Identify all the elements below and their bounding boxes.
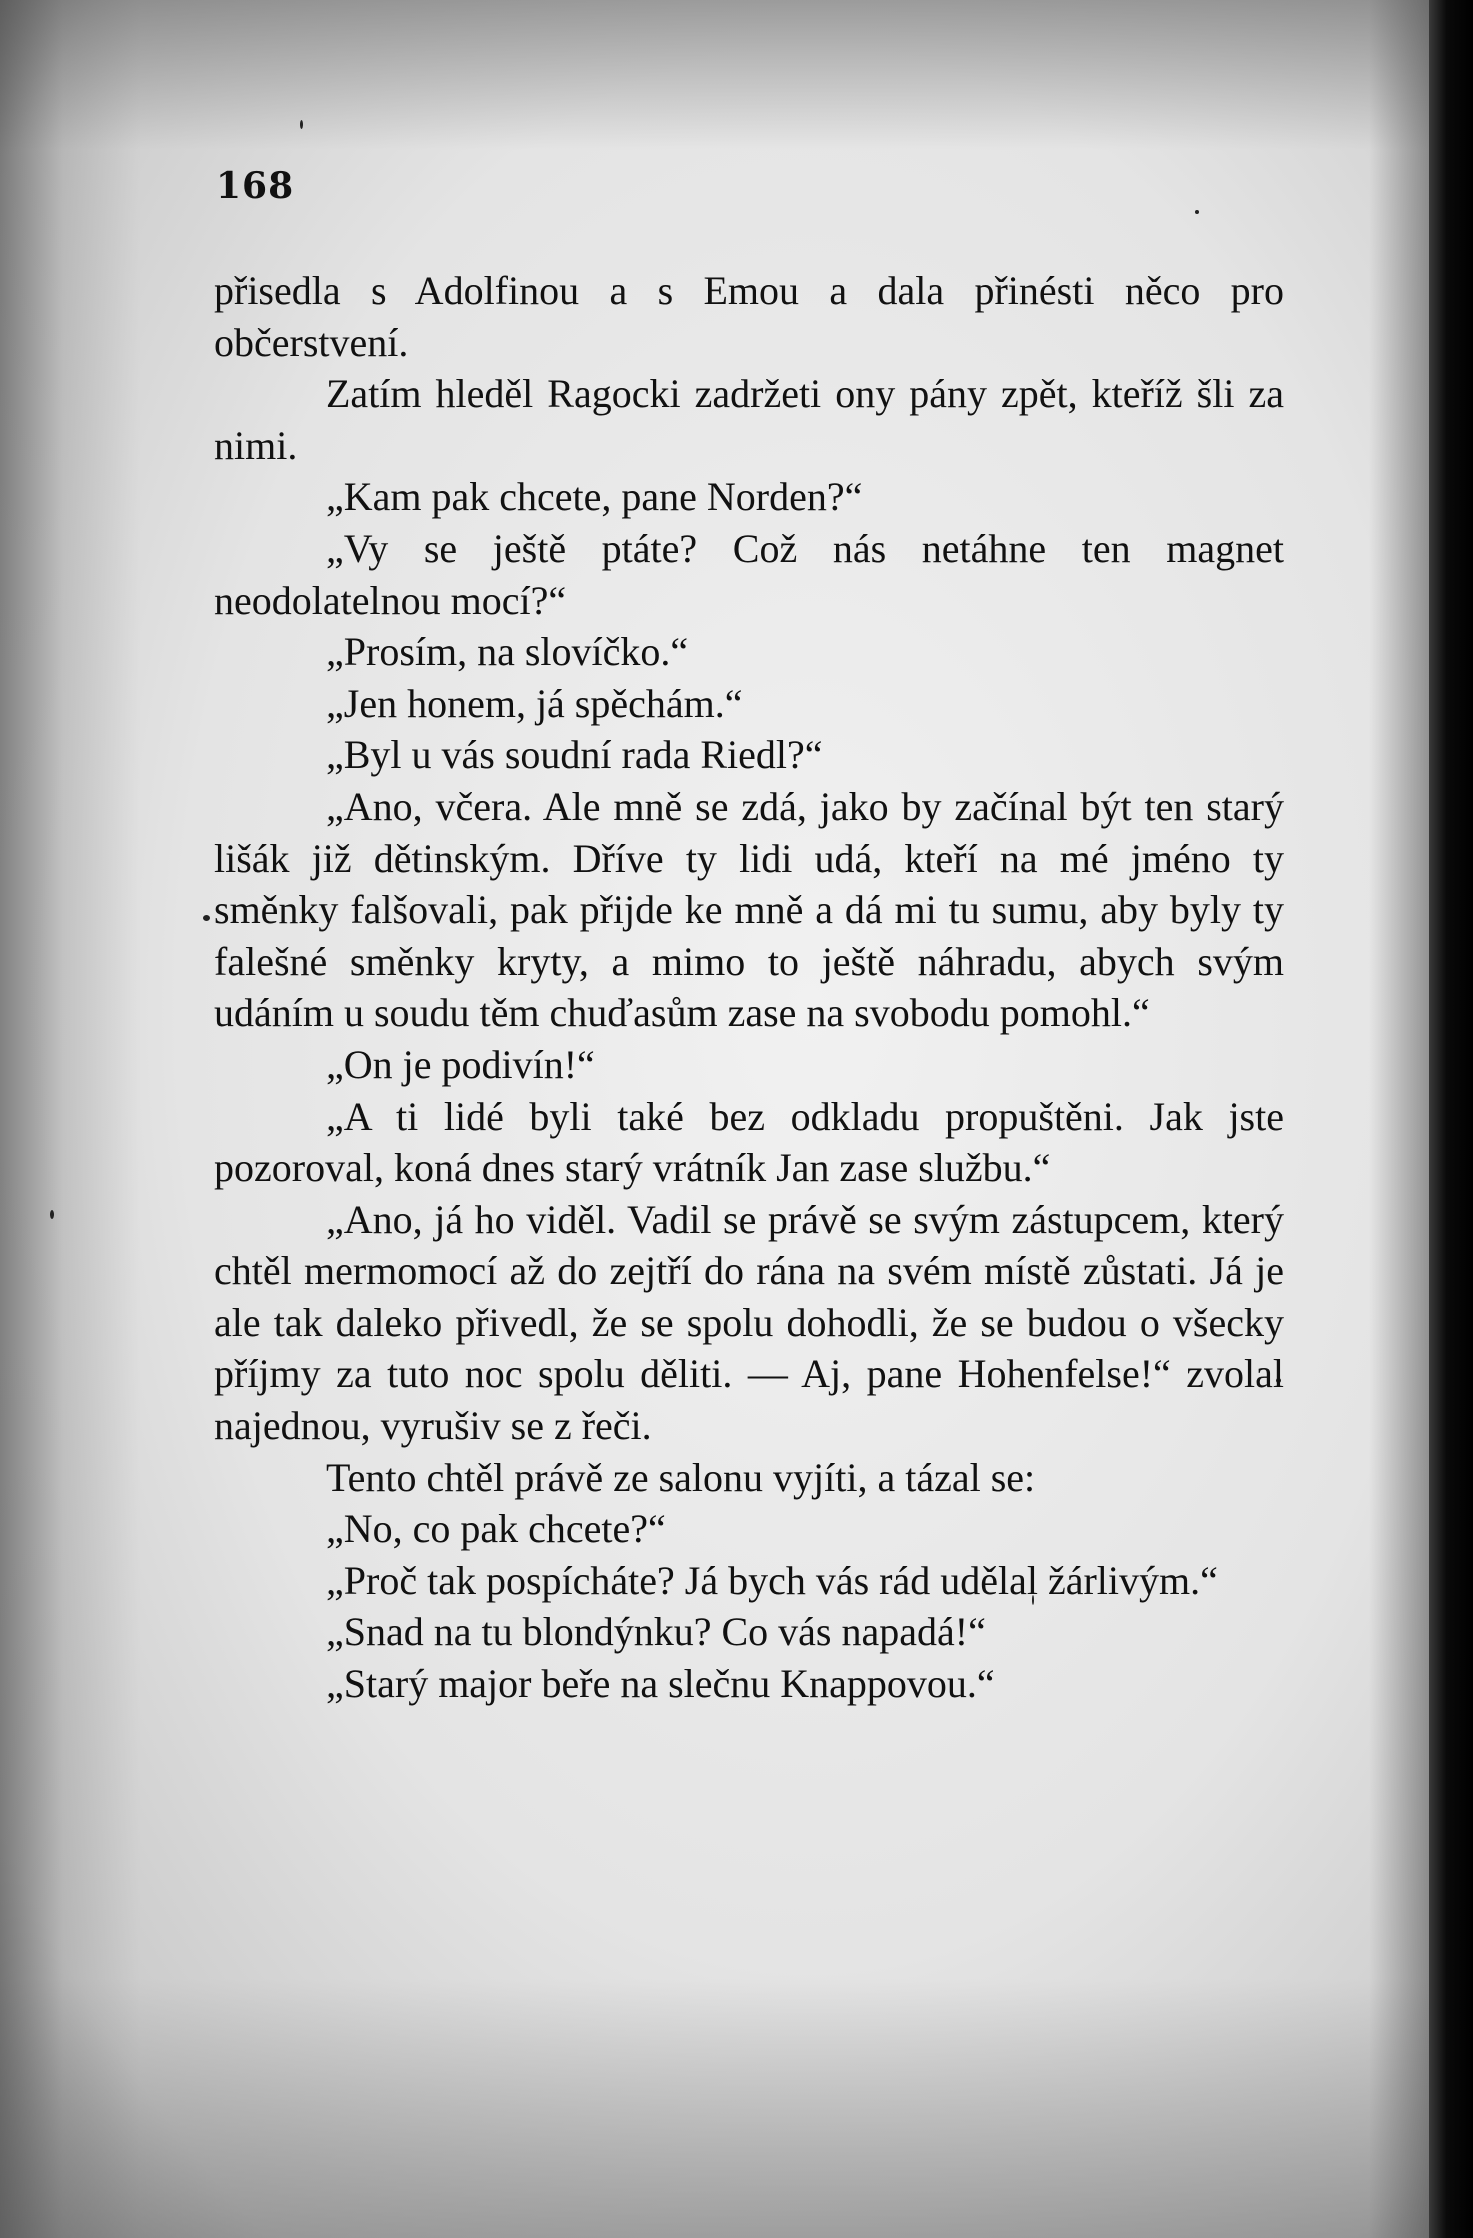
ink-speck [50,1210,54,1219]
right-gutter-shadow [1369,0,1429,2238]
dialogue-line: „No, co pak chcete?“ [326,1506,666,1552]
page-number: 168 [216,165,295,207]
top-page-shadow [0,0,1473,150]
dialogue-line: „Starý major beře na slečnu Knappovou.“ [326,1661,995,1707]
dialogue-line: „Prosím, na slovíčko.“ [326,629,689,675]
bottom-page-shadow [0,1978,1473,2238]
dialogue-line: „Proč tak pospícháte? Já bych vás rád udělal žárlivým.“ [326,1557,1218,1603]
ink-speck [300,120,303,129]
left-page-shadow [0,0,140,2238]
body-text [214,265,1284,1710]
dialogue-line: „A ti lidé byli také bez odkladu propuštěni. Jak jste pozoroval, koná dnes starý vrátník Jan zase službu.“ [214,1093,1284,1191]
paragraph: přisedla s Adolfinou a s Emou a dala přinésti něco pro občerstvení. [214,268,1284,365]
ink-speck [203,915,210,921]
dialogue-line: „Jen honem, já spěchám.“ [326,680,743,726]
ink-speck [1195,210,1199,214]
dialogue-line: „Ano, já ho viděl. Vadil se právě se svým zástupcem, který chtěl mermomocí až do zejtří do rána na svém místě zůstati. Já je ale tak daleko přivedl, že se spolu dohodli, že se budou o všecky příjmy za tuto noc spolu děliti. — Aj, pane Hohenfelse!“ zvolal najednou, vyrušiv se z řeči. [214,1196,1284,1449]
dialogue-line: „Kam pak chcete, pane Norden?“ [326,474,863,520]
paragraph: Zatím hleděl Ragocki zadržeti ony pány zpět, kteříž šli za nimi. [214,371,1284,468]
dialogue-line: „Snad na tu blondýnku? Co vás napadá!“ [326,1609,986,1655]
dialogue-line: „Vy se ještě ptáte? Což nás netáhne ten magnet neodolatelnou mocí?“ [214,525,1284,623]
book-spine-edge [1429,0,1473,2238]
paragraph: Tento chtěl právě ze salonu vyjíti, a tázal se: [326,1454,1036,1500]
dialogue-line: „Byl u vás soudní rada Riedl?“ [326,732,823,778]
dialogue-line: „Ano, včera. Ale mně se zdá, jako by začínal být ten starý lišák již dětinským. Dříve ty lidi udá, kteří na mé jméno ty směnky falšovali, pak přijde ke mně a dá mi tu sumu, aby byly ty falešné směnky kryty, a mimo to ještě náhradu, abych svým udáním u soudu těm chuďasům zase na svobodu pomohl.“ [214,783,1284,1036]
dialogue-line: „On je podivín!“ [326,1041,595,1087]
